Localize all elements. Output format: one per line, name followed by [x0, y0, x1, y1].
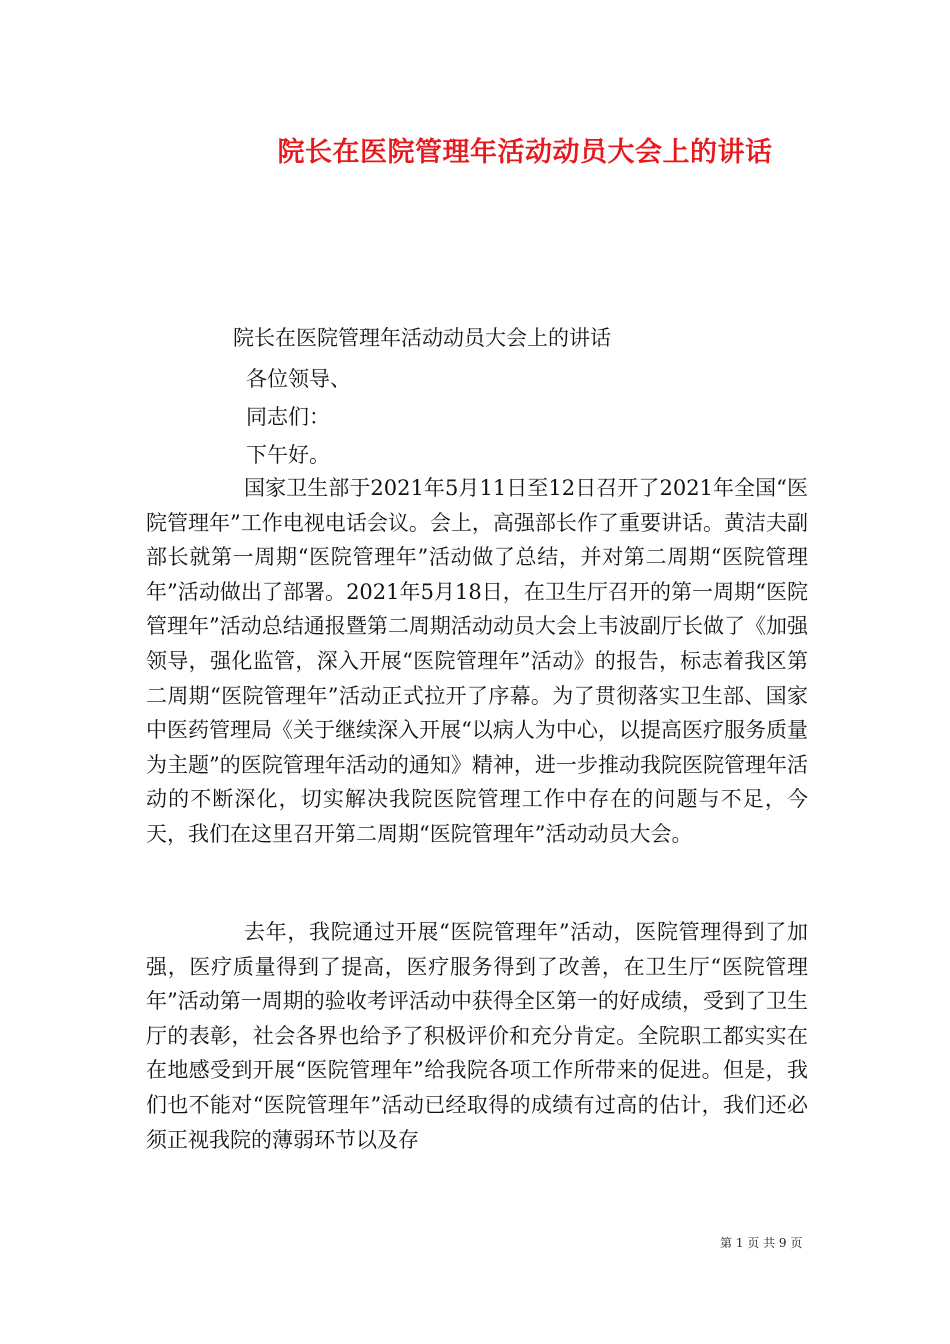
body-paragraph: 去年，我院通过开展“医院管理年”活动，医院管理得到了加强，医疗质量得到了提高，医疗服务得到了改善，在卫生厅“医院管理年”活动第一周期的验收考评活动中获得全区第一的好成绩，受到了卫生厅的表彰，社会各界也给予了积极评价和充分肯定。全院职工都实实在在地感受到开展“医院管理年”给我院各项工作所带来的促进。但是，我们也不能对“医院管理年”活动已经取得的成绩有过高的估计，我们还必须正视我院的薄弱环节以及存: [146, 920, 808, 1152]
greeting-line: 同志们：: [246, 405, 330, 429]
greeting-line: 各位领导、: [246, 367, 351, 391]
greeting-line: 下午好。: [246, 443, 330, 467]
speech-subtitle: 院长在医院管理年活动动员大会上的讲话: [233, 326, 611, 350]
page-number: 第 1 页 共 9 页: [720, 1236, 803, 1250]
page-title: 院长在医院管理年活动动员大会上的讲话: [277, 137, 773, 168]
body-paragraph: 国家卫生部于2021年5月11日至12日召开了2021年全国“医院管理年”工作电视电话会议。会上，高强部长作了重要讲话。黄洁夫副部长就第一周期“医院管理年”活动做了总结，并对第二周期“医院管理年”活动做出了部署。2021年5月18日，在卫生厅召开的第一周期“医院管理年”活动总结通报暨第二周期活动动员大会上韦波副厅长做了《加强领导，强化监管，深入开展“医院管理年”活动》的报告，标志着我区第二周期“医院管理年”活动正式拉开了序幕。为了贯彻落实卫生部、国家中医药管理局《关于继续深入开展“以病人为中心，以提高医疗服务质量为主题”的医院管理年活动的通知》精神，进一步推动我院医院管理年活动的不断深化，切实解决我院医院管理工作中存在的问题与不足，今天，我们在这里召开第二周期“医院管理年”活动动员大会。: [146, 476, 808, 846]
